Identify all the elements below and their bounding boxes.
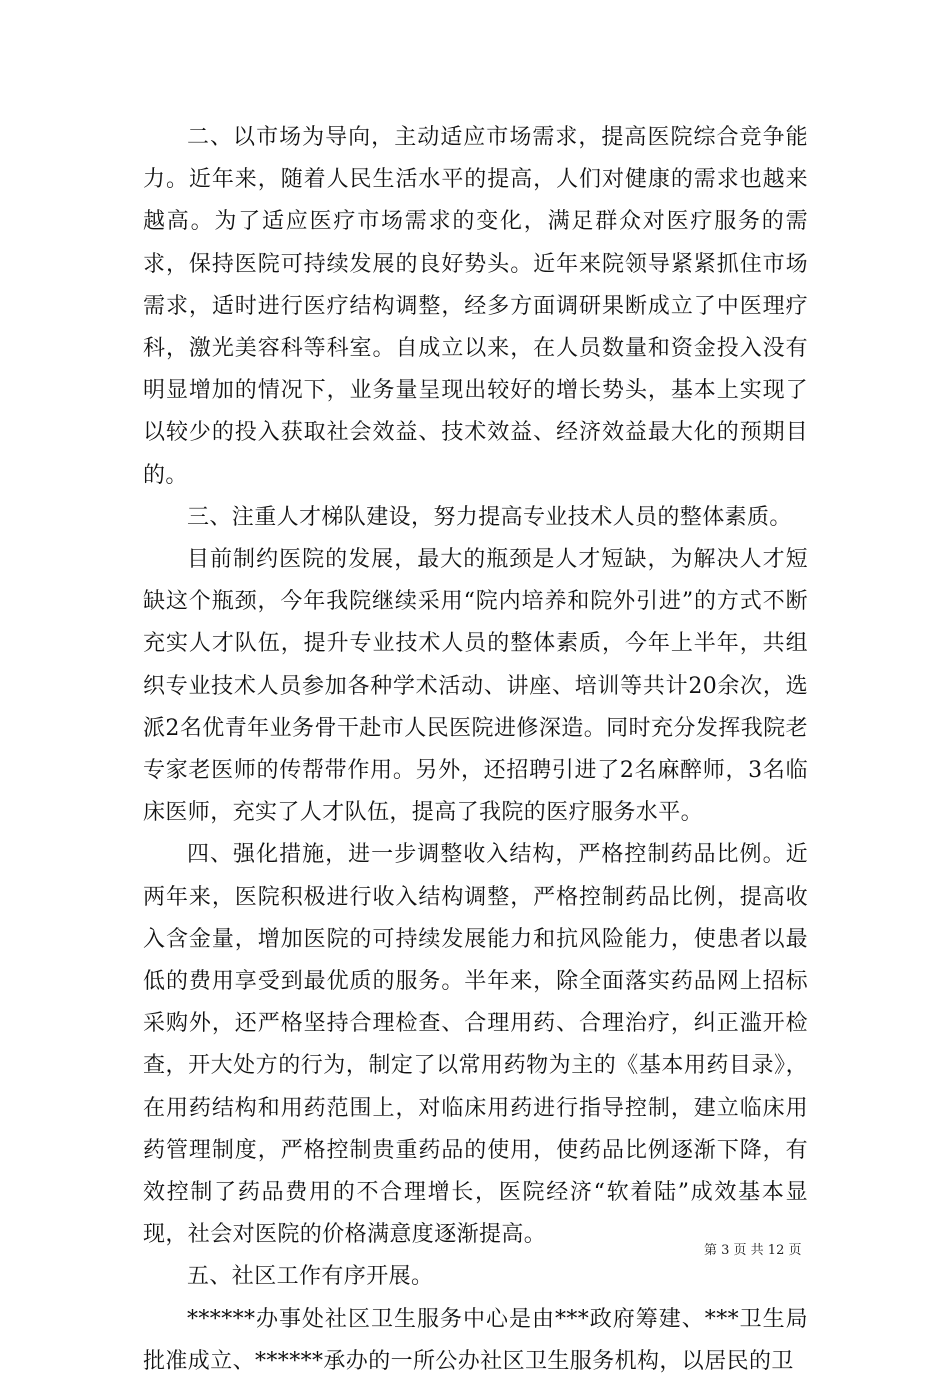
page-number-footer: 第 3 页 共 12 页 — [704, 1243, 802, 1258]
paragraph-talent-heading: 三、注重人才梯队建设，努力提高专业技术人员的整体素质。 — [187, 504, 792, 530]
paragraph-community-body: ******办事处社区卫生服务中心是由***政府筹建、***卫生局批准成立、******承办的一所公办社区卫生服务机构，以居民的卫 — [143, 1306, 808, 1374]
paragraph-community-heading: 五、社区工作有序开展。 — [187, 1264, 434, 1290]
document-body — [143, 117, 808, 1383]
paragraph-market-orientation: 二、以市场为导向，主动适应市场需求，提高医院综合竞争能力。近年来，随着人民生活水平的提高，人们对健康的需求也越来越高。为了适应医疗市场需求的变化，满足群众对医疗服务的需求，保持医院可持续发展的良好势头。近年来院领导紧紧抓住市场需求，适时进行医疗结构调整，经多方面调研果断成立了中医理疗科，激光美容科等科室。自成立以来，在人员数量和资金投入没有明显增加的情况下，业务量呈现出较好的增长势头，基本上实现了以较少的投入获取社会效益、技术效益、经济效益最大化的预期目的。 — [143, 125, 808, 488]
paragraph-talent-body: 目前制约医院的发展，最大的瓶颈是人才短缺，为解决人才短缺这个瓶颈，今年我院继续采用“院内培养和院外引进”的方式不断充实人才队伍，提升专业技术人员的整体素质，今年上半年，共组织专业技术人员参加各种学术活动、讲座、培训等共计20余次，选派2名优青年业务骨干赴市人民医院进修深造。同时充分发挥我院老专家老医师的传帮带作用。另外，还招聘引进了2名麻醉师，3名临床医师，充实了人才队伍，提高了我院的医疗服务水平。 — [143, 547, 808, 826]
paragraph-income-structure: 四、强化措施，进一步调整收入结构，严格控制药品比例。近两年来，医院积极进行收入结构调整，严格控制药品比例，提高收入含金量，增加医院的可持续发展能力和抗风险能力，使患者以最低的费用享受到最优质的服务。半年来，除全面落实药品网上招标采购外，还严格坚持合理检查、合理用药、合理治疗，纠正滥开检查，开大处方的行为，制定了以常用药物为主的《基本用药目录》，在用药结构和用药范围上，对临床用药进行指导控制，建立临床用药管理制度，严格控制贵重药品的使用，使药品比例逐渐下降，有效控制了药品费用的不合理增长，医院经济“软着陆”成效基本显现，社会对医院的价格满意度逐渐提高。 — [143, 842, 808, 1248]
